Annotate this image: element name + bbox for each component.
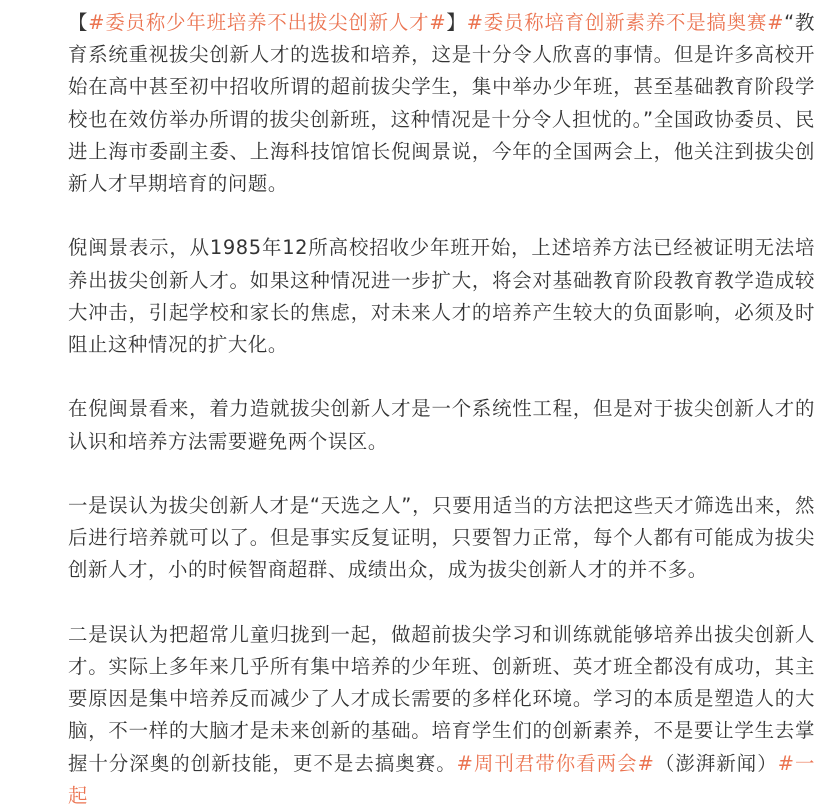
paragraph-5	[68, 619, 815, 810]
hashtag-link-weekly-lianghui[interactable]: #周刊君带你看两会#	[456, 751, 655, 775]
post-body	[68, 7, 815, 810]
hashtag-link-olympiad[interactable]: #委员称培育创新素养不是搞奥赛#	[466, 11, 785, 34]
paragraph-4: 一是误认为拔尖创新人才是“天选之人”，只要用适当的方法把这些天才筛选出来，然后进行培养就可以了。但是事实反复证明，只要智力正常，每个人都有可能成为拔尖创新人才，小的时候智商超群、成绩出众，成为拔尖创新人才的并不多。	[68, 494, 815, 582]
hashtag-link-together[interactable]: #一起	[68, 751, 815, 807]
paragraph-2: 倪闽景表示，从1985年12所高校招收少年班开始，上述培养方法已经被证明无法培养出拔尖创新人才。如果这种情况进一步扩大，将会对基础教育阶段教育教学造成较大冲击，引起学校和家长的焦虑，对未来人才的培养产生较大的负面影响，必须及时阻止这种情况的扩大化。	[68, 236, 815, 357]
paragraph-1	[68, 7, 815, 200]
paragraph-5-text: 二是误认为把超常儿童归拢到一起，做超前拔尖学习和训练就能够培养出拔尖创新人才。实际上多年来几乎所有集中培养的少年班、创新班、英才班全都没有成功，其主要原因是集中培养反而减少了人才成长需要的多样化环境。学习的本质是塑造人的大脑，不一样的大脑才是未来创新的基础。培育学生们的创新素养，不是要让学生去掌握十分深奥的创新技能，更不是去搞奥赛。	[68, 622, 815, 775]
hashtag-link-youth-class[interactable]: #委员称少年班培养不出拔尖创新人才#	[88, 11, 447, 34]
bracket-open: 【	[68, 11, 89, 34]
bracket-close: 】	[446, 11, 467, 34]
paragraph-1-text: “教育系统重视拔尖创新人才的选拔和培养，这是十分令人欣喜的事情。但是许多高校开始在高中甚至初中招收所谓的超前拔尖学生，集中举办少年班，甚至基础教育阶段学校也在效仿举办所谓的拔尖创新班，这种情况是十分令人担忧的。”全国政协委员、民进上海市委副主委、上海科技馆馆长倪闽景说，今年的全国两会上，他关注到拔尖创新人才早期培育的问题。	[68, 11, 816, 196]
source-note: （澎湃新闻）	[654, 751, 778, 775]
paragraph-3: 在倪闽景看来，着力造就拔尖创新人才是一个系统性工程，但是对于拔尖创新人才的认识和培养方法需要避免两个误区。	[68, 397, 815, 453]
